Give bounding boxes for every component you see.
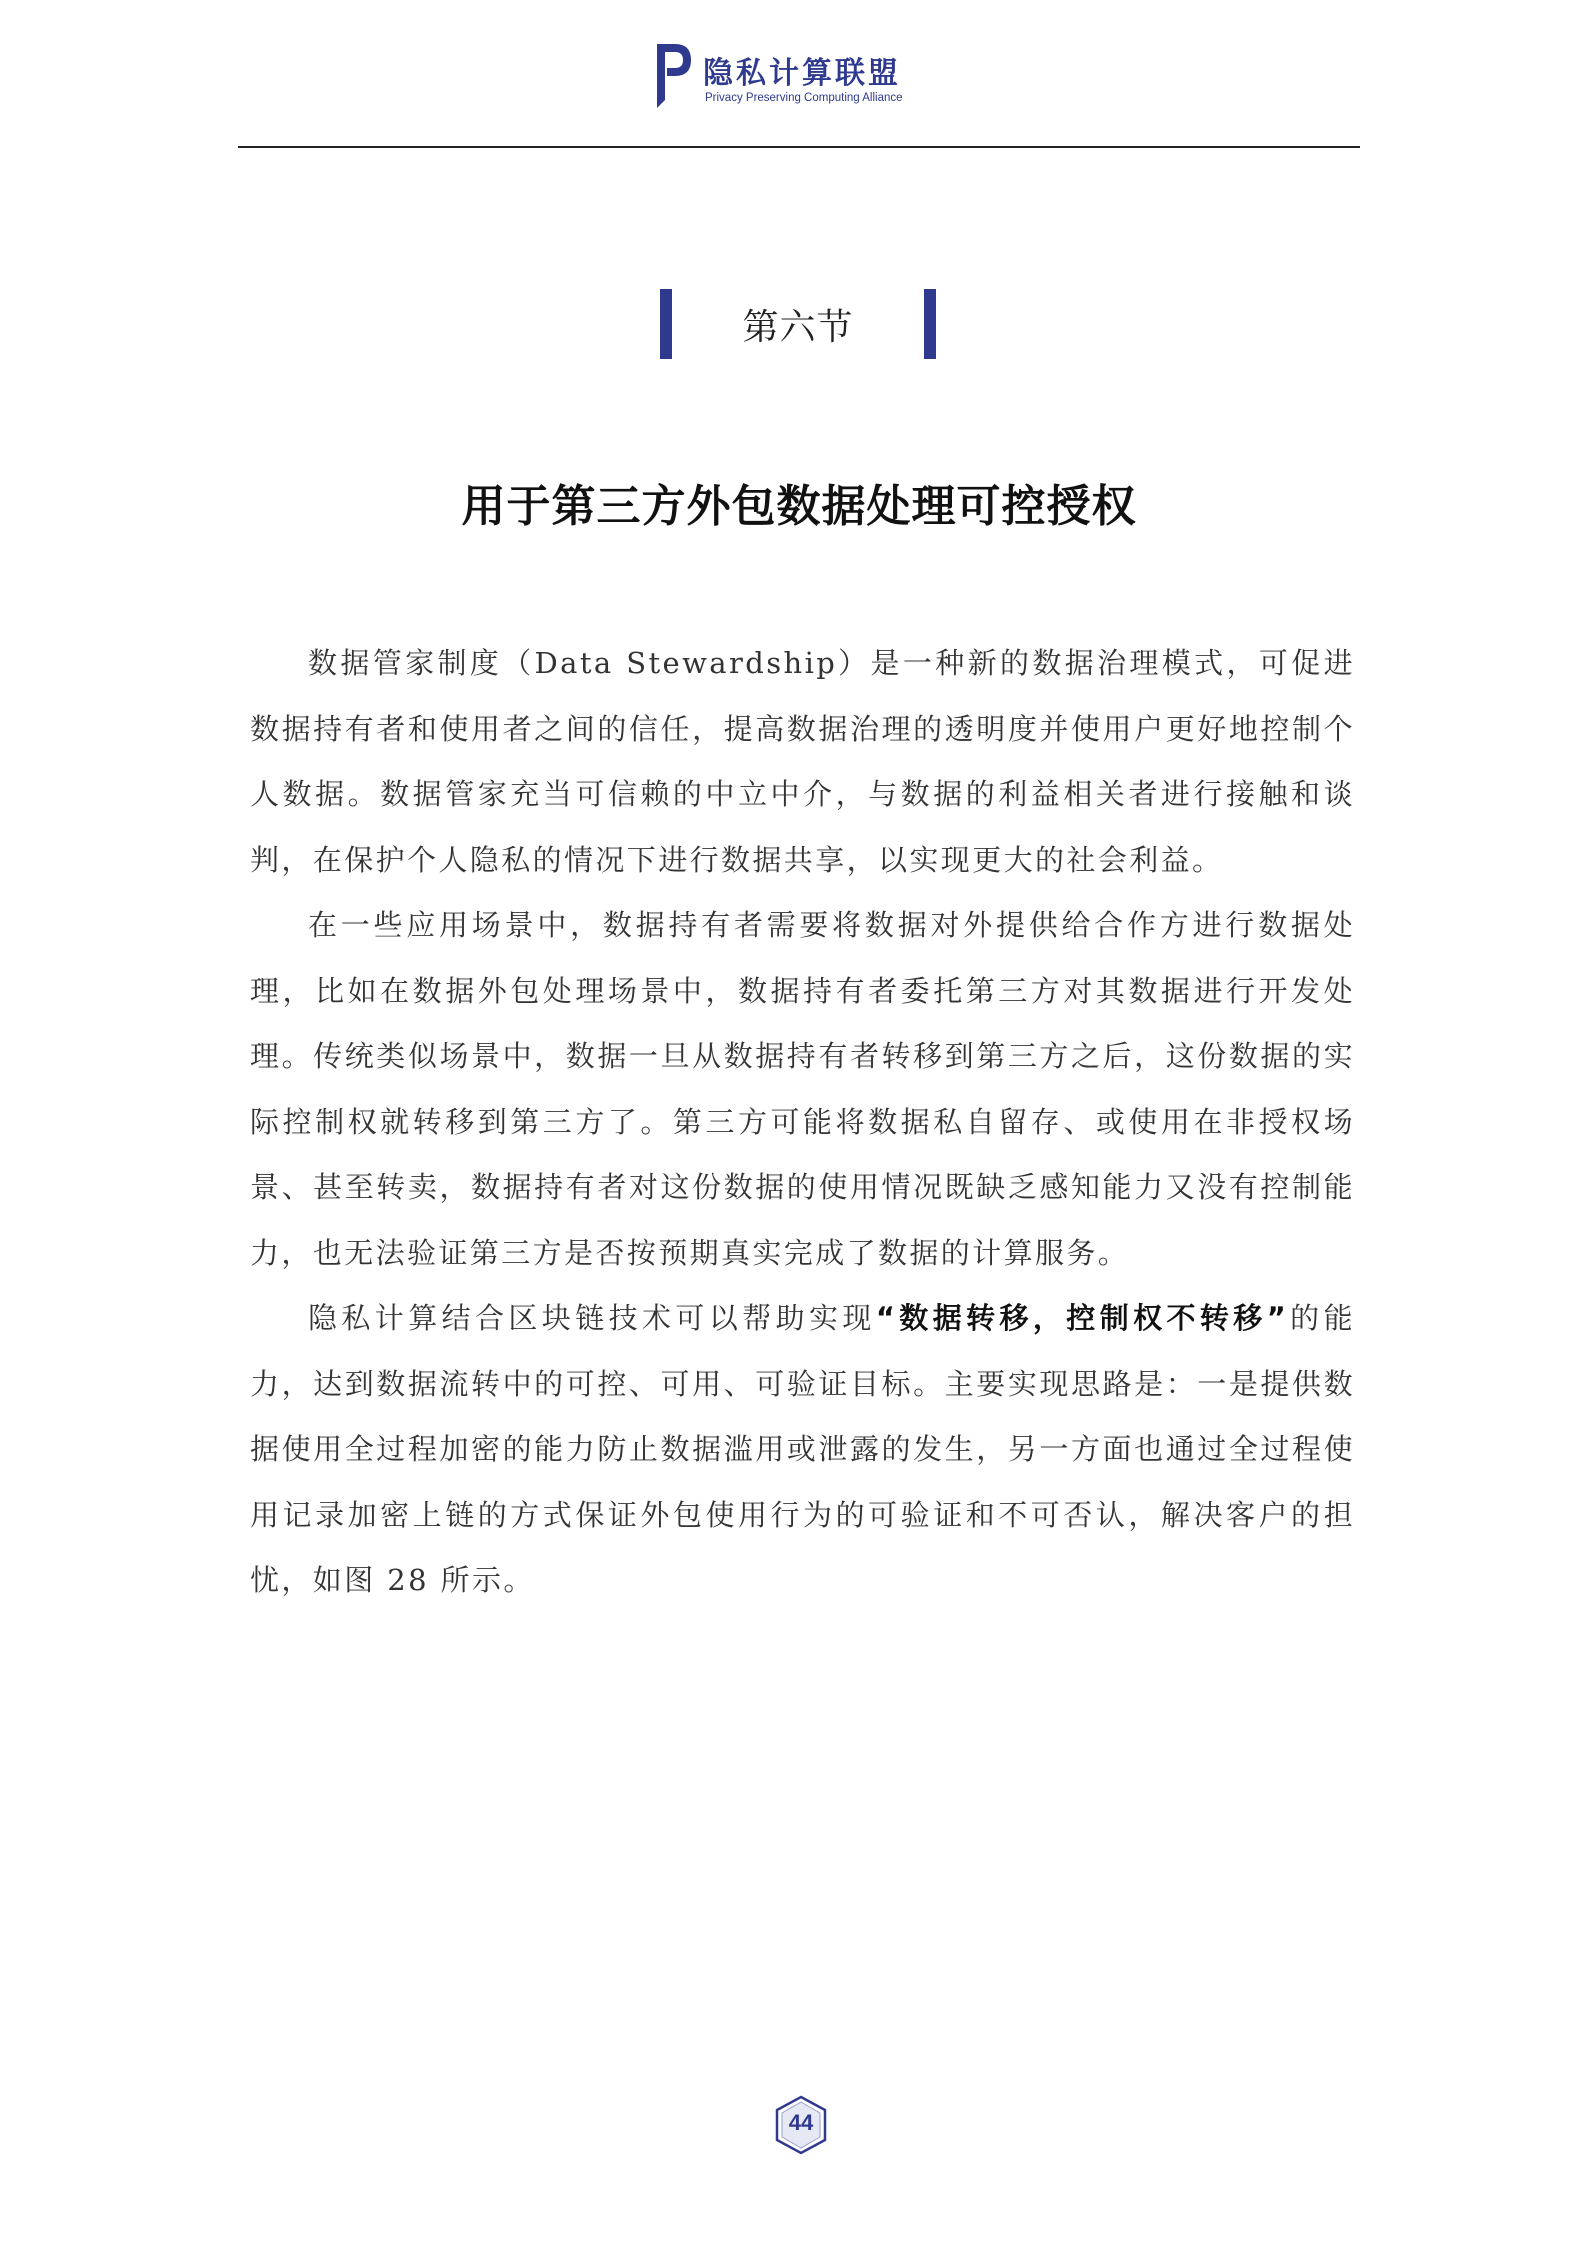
paragraph-3-rest: 的能力，达到数据流转中的可控、可用、可验证目标。主要实现思路是：一是提供数据使用全过程加密的能力防止数据滥用或泄露的发生，另一方面也通过全过程使用记录加密上链的方式保证外包使用行为的可验证和不可否认，解决客户的担忧，如图 28 所示。: [250, 1301, 1355, 1597]
p-logo-icon: [653, 40, 693, 112]
section-bar-right: [924, 289, 936, 359]
paragraph-3-emphasis: “数据转移，控制权不转移”: [875, 1301, 1289, 1335]
page-header: [0, 0, 1586, 150]
paragraph-3: [250, 1286, 1355, 1614]
paragraph-1: 数据管家制度（Data Stewardship）是一种新的数据治理模式，可促进数据持有者和使用者之间的信任，提高数据治理的透明度并使用户更好地控制个人数据。数据管家充当可信赖的中立中介，与数据的利益相关者进行接触和谈判，在保护个人隐私的情况下进行数据共享，以实现更大的社会利益。: [250, 646, 1355, 877]
page-number: 44: [788, 2110, 814, 2135]
header-divider: [238, 146, 1360, 148]
page-title: 用于第三方外包数据处理可控授权: [461, 481, 1137, 532]
section-heading: [660, 289, 936, 359]
body-text: [250, 631, 1355, 1614]
section-label: 第六节: [742, 307, 854, 348]
paragraph-2: 在一些应用场景中，数据持有者需要将数据对外提供给合作方进行数据处理，比如在数据外包处理场景中，数据持有者委托第三方对其数据进行开发处理。传统类似场景中，数据一旦从数据持有者转移到第三方之后，这份数据的实际控制权就转移到第三方了。第三方可能将数据私自留存、或使用在非授权场景、甚至转卖，数据持有者对这份数据的使用情况既缺乏感知能力又没有控制能力，也无法验证第三方是否按预期真实完成了数据的计算服务。: [250, 908, 1355, 1270]
logo-english-name: Privacy Preserving Computing Alliance: [705, 92, 903, 104]
paragraph-3-lead: 隐私计算结合区块链技术可以帮助实现: [308, 1301, 876, 1335]
logo-chinese-name: 隐私计算联盟: [703, 56, 901, 91]
